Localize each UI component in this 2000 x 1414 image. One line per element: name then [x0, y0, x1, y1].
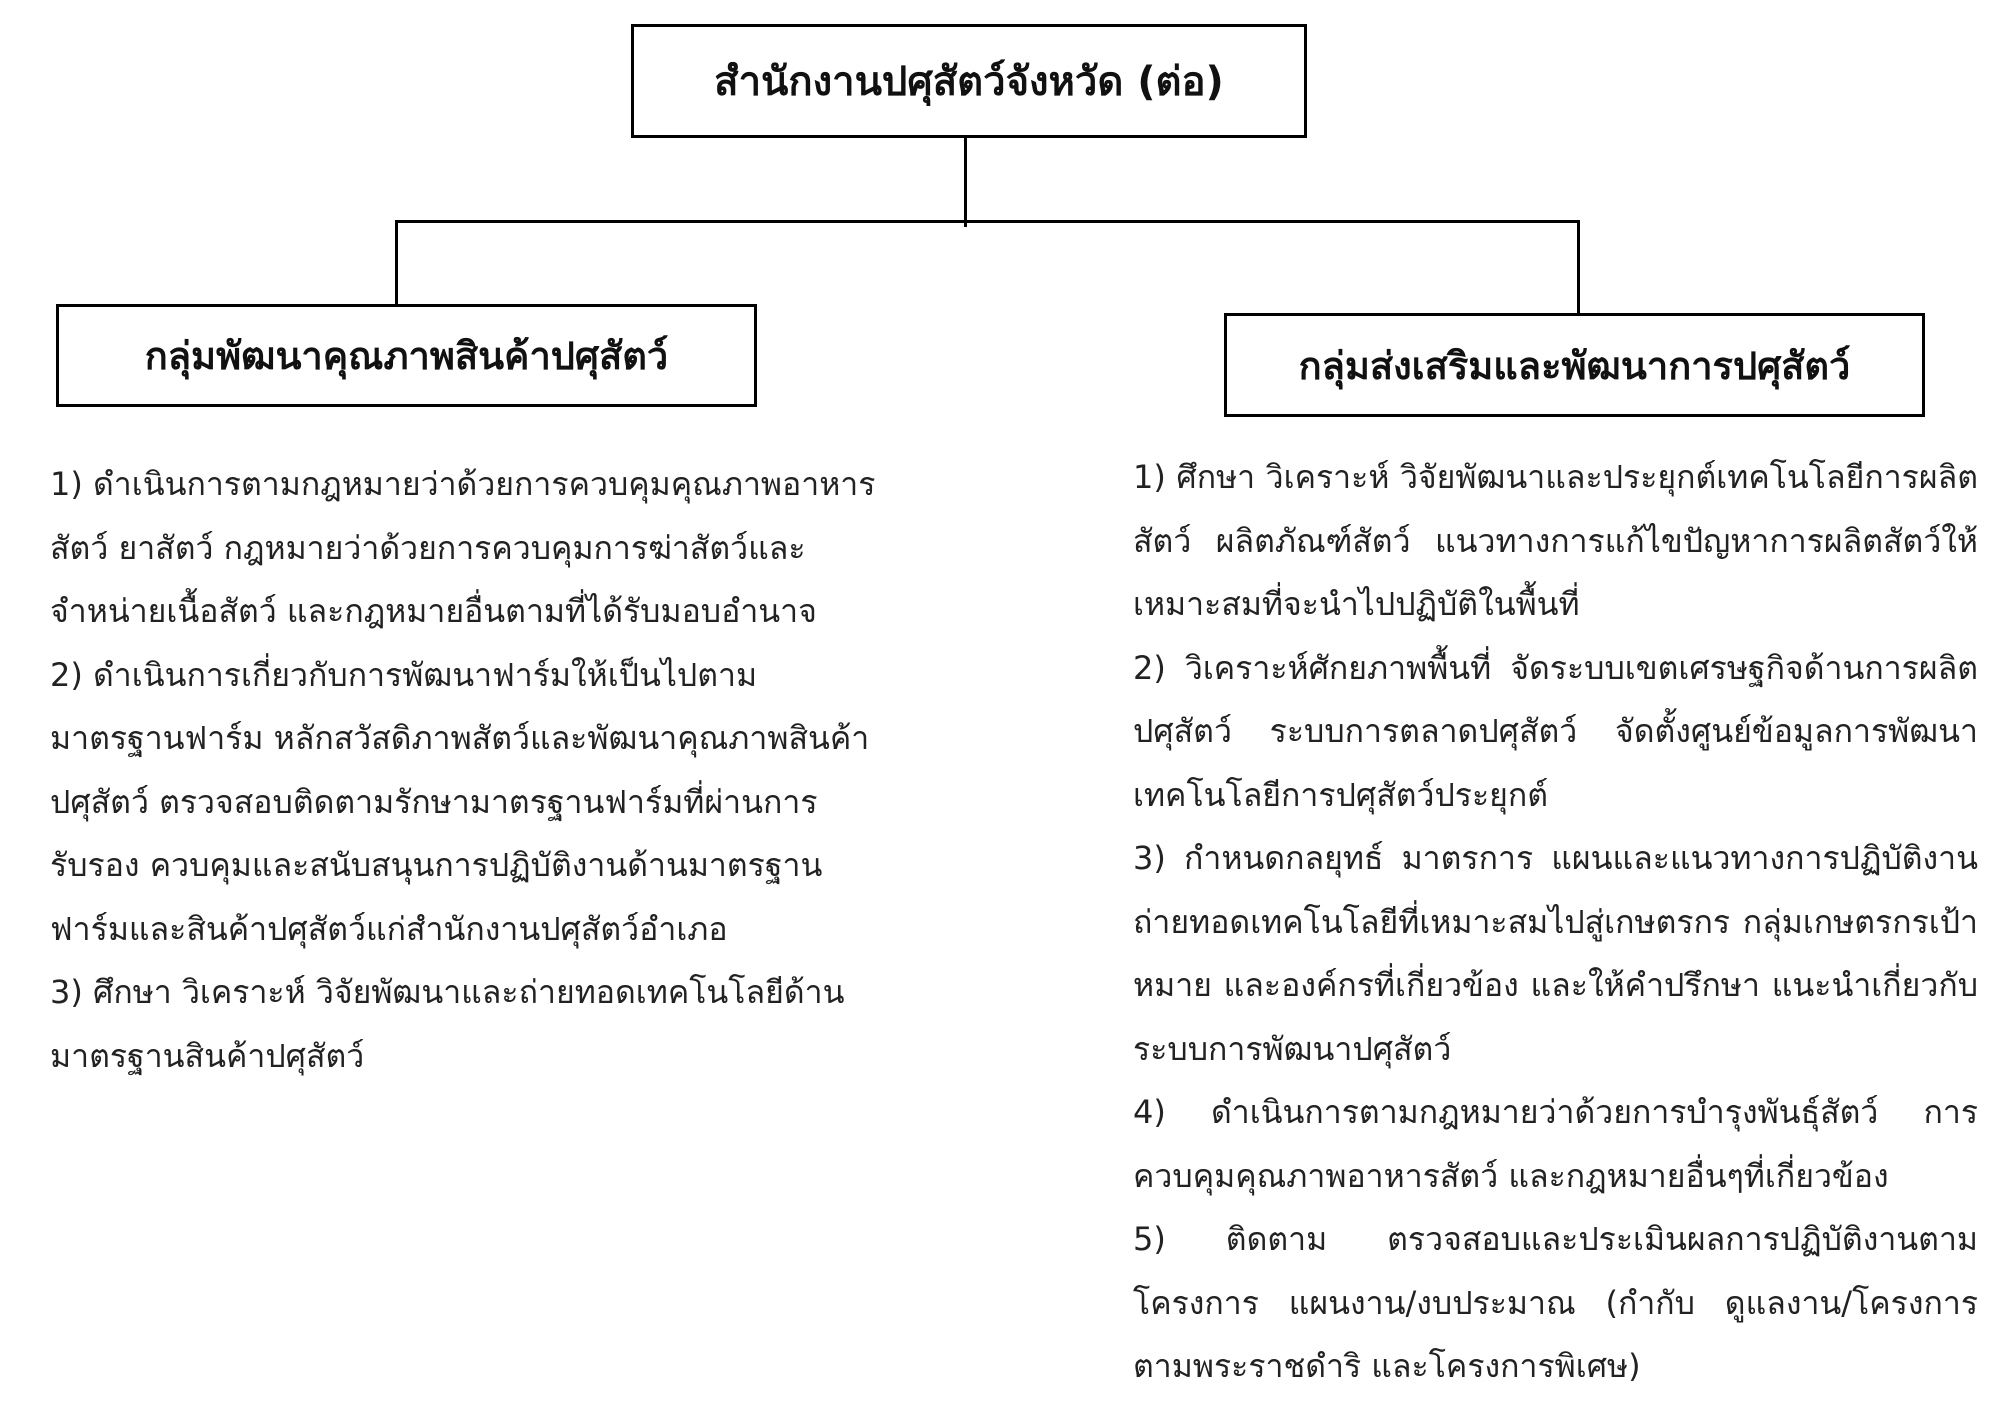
top-office-box: [631, 24, 1307, 138]
connector-right-drop: [1577, 220, 1580, 315]
right-duty-item: 5) ติดตาม ตรวจสอบและประเมินผลการปฏิบัติงานตามโครงการ แผนงาน/งบประมาณ (กำกับ ดูแลงาน/โครงการตามพระราชดำริ และโครงการพิเศษ): [1133, 1220, 1978, 1385]
left-duty-item: 3) ศึกษา วิเคราะห์ วิจัยพัฒนาและถ่ายทอดเทคโนโลยีด้านมาตรฐานสินค้าปศุสัตว์: [50, 973, 845, 1075]
right-duty-item: 4) ดำเนินการตามกฎหมายว่าด้วยการบำรุงพันธุ์สัตว์ การควบคุมคุณภาพอาหารสัตว์ และกฎหมายอื่นๆที่เกี่ยวข้อง: [1133, 1093, 1978, 1195]
left-duty-item: 1) ดำเนินการตามกฎหมายว่าด้วยการควบคุมคุณภาพอาหารสัตว์ ยาสัตว์ กฎหมายว่าด้วยการควบคุมการฆ่าสัตว์และจำหน่ายเนื้อสัตว์ และกฎหมายอื่นตามที่ได้รับมอบอำนาจ: [50, 465, 876, 630]
connector-left-drop: [395, 220, 398, 306]
connector-stem-vertical: [964, 138, 967, 227]
right-group-title: กลุ่มส่งเสริมและพัฒนาการปศุสัตว์: [1298, 343, 1851, 388]
connector-horizontal-bar: [395, 220, 1580, 223]
left-duties-list: [50, 453, 890, 1088]
right-duty-item: 2) วิเคราะห์ศักยภาพพื้นที่ จัดระบบเขตเศรษฐกิจด้านการผลิตปศุสัตว์ ระบบการตลาดปศุสัตว์ จัดตั้งศูนย์ข้อมูลการพัฒนาเทคโนโลยีการปศุสัตว์ประยุกต์: [1133, 648, 1978, 814]
top-office-title: สำนักงานปศุสัตว์จังหวัด (ต่อ): [714, 59, 1224, 105]
left-group-box: [56, 304, 757, 407]
right-duties-list: [1133, 446, 1978, 1399]
right-group-box: [1224, 313, 1925, 417]
right-duty-item: 3) กำหนดกลยุทธ์ มาตรการ แผนและแนวทางการปฏิบัติงานถ่ายทอดเทคโนโลยีที่เหมาะสมไปสู่เกษตรกร กลุ่มเกษตรกรเป้าหมาย และองค์กรที่เกี่ยวข้อง และให้คำปรึกษา แนะนำเกี่ยวกับระบบการพัฒนาปศุสัตว์: [1133, 839, 1978, 1068]
left-group-title: กลุ่มพัฒนาคุณภาพสินค้าปศุสัตว์: [144, 334, 669, 378]
left-duty-item: 2) ดำเนินการเกี่ยวกับการพัฒนาฟาร์มให้เป็นไปตามมาตรฐานฟาร์ม หลักสวัสดิภาพสัตว์และพัฒนาคุณภาพสินค้าปศุสัตว์ ตรวจสอบติดตามรักษามาตรฐานฟาร์มที่ผ่านการรับรอง ควบคุมและสนับสนุนการปฏิบัติงานด้านมาตรฐานฟาร์มและสินค้าปศุสัตว์แก่สำนักงานปศุสัตว์อำเภอ: [50, 655, 870, 948]
right-duty-item: 1) ศึกษา วิเคราะห์ วิจัยพัฒนาและประยุกต์เทคโนโลยีการผลิตสัตว์ ผลิตภัณฑ์สัตว์ แนวทางการแก้ไขปัญหาการผลิตสัตว์ให้เหมาะสมที่จะนำไปปฏิบัติในพื้นที่: [1133, 458, 1978, 623]
